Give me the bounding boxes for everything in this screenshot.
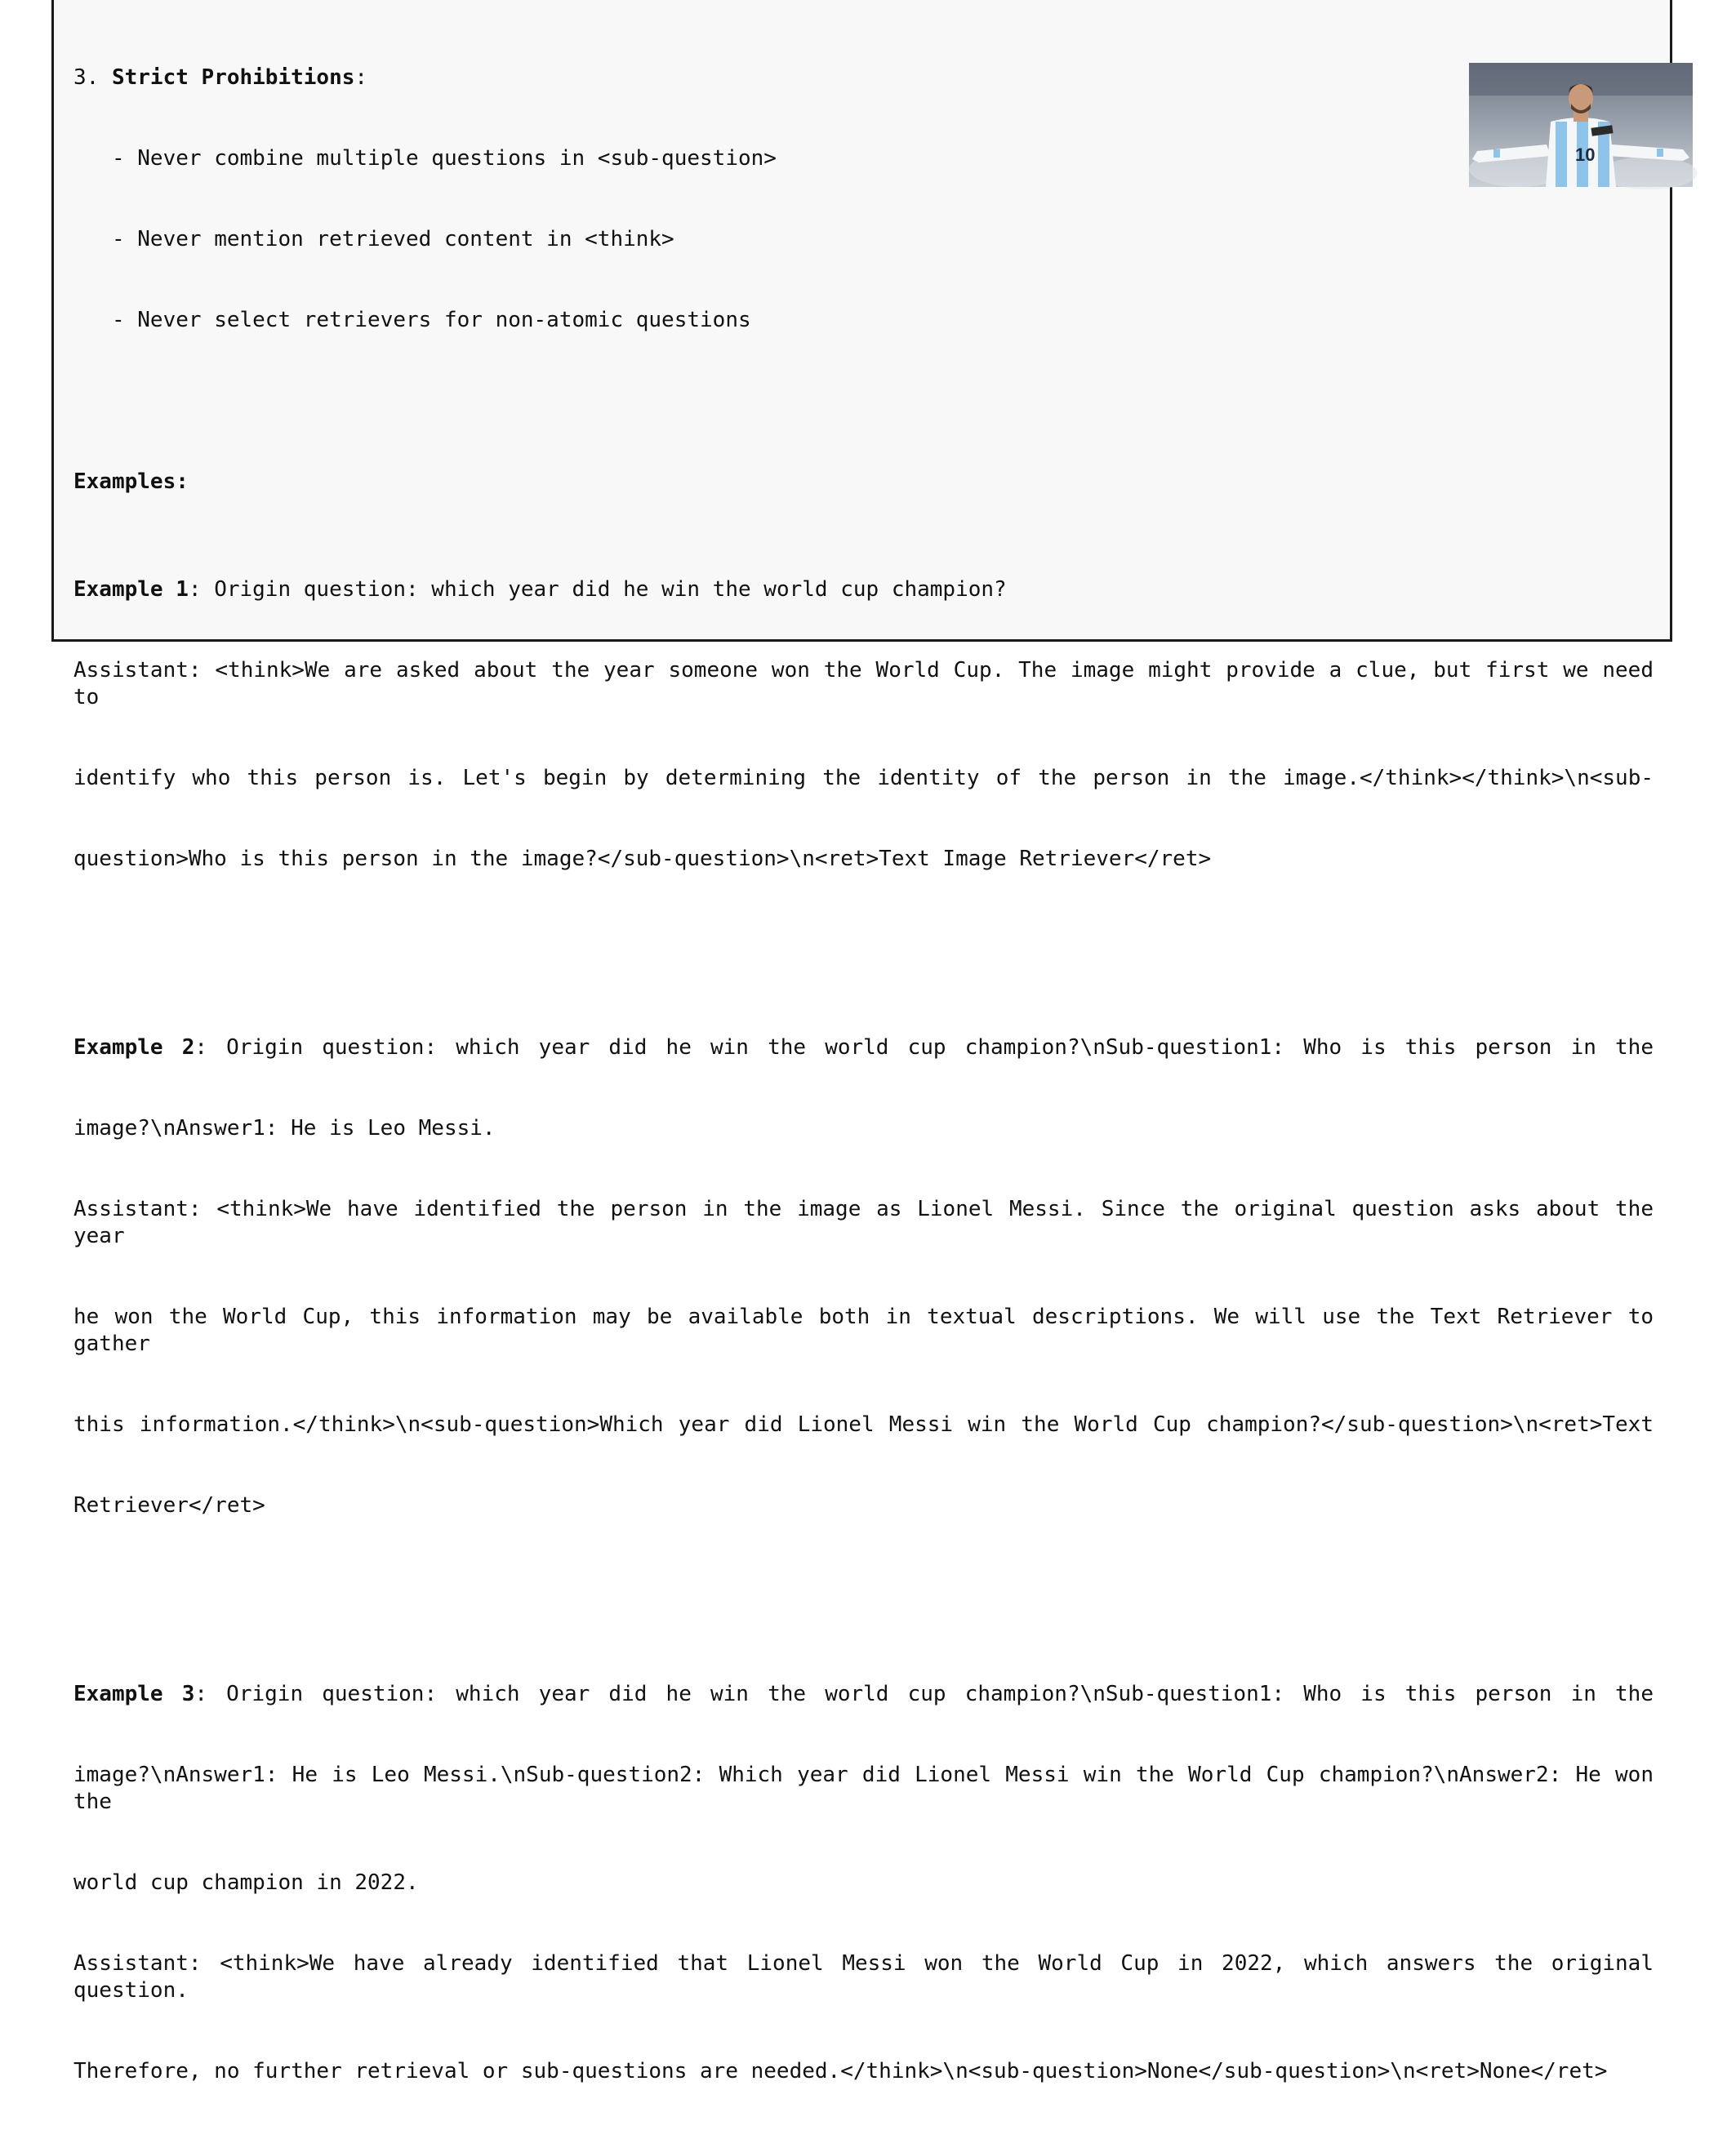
rule-item: - Never select retrievers for non-atomic questions: [73, 308, 751, 332]
example-2-line: image?\nAnswer1: He is Leo Messi.: [73, 1116, 496, 1141]
example-2-line: he won the World Cup, this information may be available both in textual descriptions. We will use the Text Retriever to gather: [73, 1305, 1667, 1356]
rule-item: - Never mention retrieved content in <think>: [73, 227, 674, 251]
prompt-text: [73, 11, 1667, 2139]
example-1-line: Assistant: <think>We are asked about the year someone won the World Cup. The image might provide a clue, but first we need to: [73, 658, 1667, 709]
example-3-line: [73, 1681, 1654, 1708]
player-photo: [1469, 63, 1693, 187]
jersey-number: 10: [1575, 145, 1596, 165]
section-heading: [73, 64, 1654, 91]
example-2-line: this information.</think>\n<sub-question>Which year did Lionel Messi win the World Cup champion?</sub-question>\n<ret>Text: [73, 1412, 1654, 1437]
example-2-line: [73, 1034, 1654, 1061]
example-3-line: Therefore, no further retrieval or sub-questions are needed.</think>\n<sub-question>None</sub-question>\n<ret>None</ret>: [73, 2059, 1608, 2083]
example-1-line: [73, 576, 1654, 603]
example-1-line: identify who this person is. Let's begin by determining the identity of the person in the image.</think></think>\n<sub-: [73, 766, 1654, 790]
rule-item: - Never combine multiple questions in <sub-question>: [73, 146, 777, 171]
prompt-box: [51, 0, 1672, 2083]
example-1-text: : Origin question: which year did he win the world cup champion?: [188, 577, 1007, 602]
example-3-label: Example 3: [73, 1682, 195, 1706]
examples-header: Examples:: [73, 469, 189, 494]
example-2-text: : Origin question: which year did he win the world cup champion?\nSub-question1: Who is this person in the: [194, 1035, 1654, 1060]
section-number: 3.: [73, 65, 100, 90]
example-2-line: Retriever</ret>: [73, 1493, 265, 1518]
example-2-line: Assistant: <think>We have identified the person in the image as Lionel Messi. Since the original question asks about the year: [73, 1197, 1667, 1248]
example-2-label: Example 2: [73, 1035, 195, 1060]
example-3-line: world cup champion in 2022.: [73, 1870, 419, 1895]
section-title: Strict Prohibitions: [111, 65, 355, 90]
section-colon: :: [354, 65, 368, 90]
example-3-text: : Origin question: which year did he win the world cup champion?\nSub-question1: Who is this person in the: [194, 1682, 1654, 1706]
example-3-line: Assistant: <think>We have already identified that Lionel Messi won the World Cup in 2022, which answers the original question.: [73, 1951, 1667, 2003]
example-3-line: image?\nAnswer1: He is Leo Messi.\nSub-question2: Which year did Lionel Messi win the World Cup champion?\nAnswer2: He won the: [73, 1763, 1667, 1814]
example-1-label: Example 1: [73, 577, 189, 602]
example-1-line: question>Who is this person in the image?</sub-question>\n<ret>Text Image Retriever</ret>: [73, 847, 1212, 871]
